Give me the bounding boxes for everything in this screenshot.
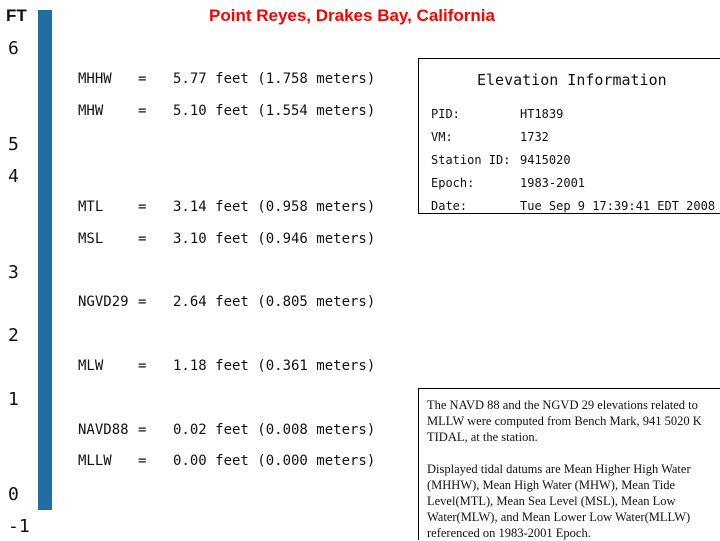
info-value: 1732 xyxy=(520,130,549,144)
info-key: Epoch: xyxy=(431,176,475,190)
info-value: 1983-2001 xyxy=(520,176,586,190)
datum-value: 1.18 feet (0.361 meters) xyxy=(173,358,376,374)
datum-code: MHHW xyxy=(78,71,112,87)
tick-label: 5 xyxy=(8,134,19,155)
page-title: Point Reyes, Drakes Bay, California xyxy=(209,6,495,25)
datum-notes-panel xyxy=(418,388,720,540)
note-paragraph: The NAVD 88 and the NGVD 29 elevations related to MLLW were computed from Bench Mark, 941 5020 K TIDAL, at the station. xyxy=(427,398,702,444)
tick-label: 4 xyxy=(8,166,19,187)
datum-equals: = xyxy=(138,231,147,247)
datum-value: 2.64 feet (0.805 meters) xyxy=(173,294,376,310)
unit-label: FT xyxy=(6,6,27,25)
datum-equals: = xyxy=(138,358,147,374)
datum-value: 5.77 feet (1.758 meters) xyxy=(173,71,376,87)
info-value: Tue Sep 9 17:39:41 EDT 2008 xyxy=(520,199,716,213)
info-key: PID: xyxy=(431,107,460,121)
datum-code: MHW xyxy=(78,103,104,119)
datum-code: NGVD29 xyxy=(78,294,129,310)
datum-value: 0.00 feet (0.000 meters) xyxy=(173,453,376,469)
tick-label: 1 xyxy=(8,389,19,410)
datum-value: 3.14 feet (0.958 meters) xyxy=(173,199,376,215)
datum-equals: = xyxy=(138,294,147,310)
elevation-info-title: Elevation Information xyxy=(477,71,667,89)
elevation-scale-bar xyxy=(38,10,52,510)
elevation-info-panel xyxy=(418,58,720,214)
info-key: Date: xyxy=(431,199,468,213)
datum-equals: = xyxy=(138,103,147,119)
note-paragraph: Displayed tidal datums are Mean Higher High Water (MHHW), Mean High Water (MHW), Mean Tide Level(MTL), Mean Sea Level (MSL), Mean Low Water(MLW), and Mean Lower Low Water(MLLW) referenced on 1983-2001 Epoch. xyxy=(427,462,691,540)
tick-label: 0 xyxy=(8,484,19,505)
datum-value: 3.10 feet (0.946 meters) xyxy=(173,231,376,247)
datum-code: MLLW xyxy=(78,453,112,469)
tick-label: 2 xyxy=(8,325,19,346)
datum-value: 5.10 feet (1.554 meters) xyxy=(173,103,376,119)
datum-code: MTL xyxy=(78,199,104,215)
tick-label: 6 xyxy=(8,38,19,59)
tick-label: -1 xyxy=(8,516,30,537)
tick-label: 3 xyxy=(8,262,19,283)
datum-code: MSL xyxy=(78,231,104,247)
info-value: 9415020 xyxy=(520,153,571,167)
datum-code: MLW xyxy=(78,358,104,374)
datum-value: 0.02 feet (0.008 meters) xyxy=(173,422,376,438)
datum-equals: = xyxy=(138,422,147,438)
info-key: VM: xyxy=(431,130,453,144)
datum-equals: = xyxy=(138,71,147,87)
datum-code: NAVD88 xyxy=(78,422,129,438)
info-key: Station ID: xyxy=(431,153,511,167)
datum-equals: = xyxy=(138,199,147,215)
info-value: HT1839 xyxy=(520,107,564,121)
datum-equals: = xyxy=(138,453,147,469)
